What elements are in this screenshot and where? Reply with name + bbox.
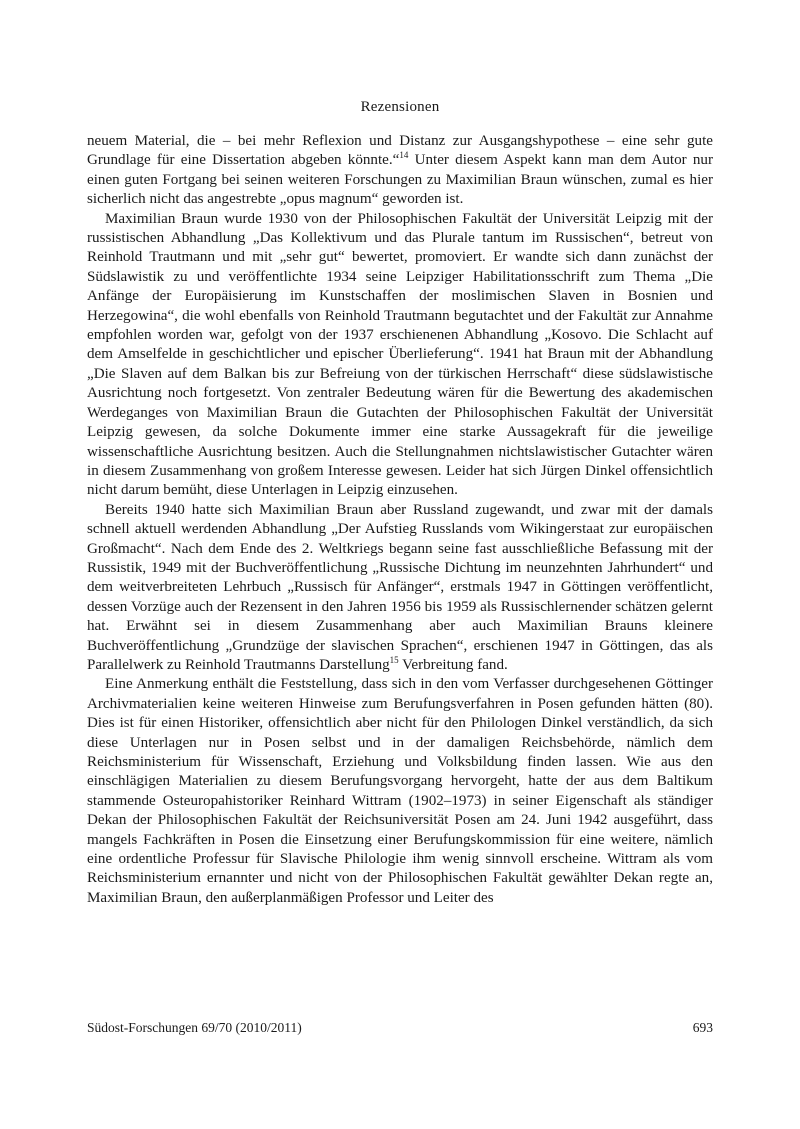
paragraph-3 bbox=[87, 501, 713, 676]
paragraph-2: Maximilian Braun wurde 1930 von der Philosophischen Fakultät der Universität Leipzig mit der russistischen Abhandlung „Das Kollektivum und das Plurale tantum im Russischen“, betreut von Reinhold Trautmann und mit „sehr gut“ bewertet, promoviert. Er wandte sich dann zunächst der Südslawistik zu und veröffentlichte 1934 seine Leipziger Habilitationsschrift zum Thema „Die Anfänge der Europäisierung im Kunstschaffen der moslimischen Slaven in Bosnien und Herzegowina“, die wohl ebenfalls von Reinhold Trautmann begutachtet und der Fakultät zur Annahme empfohlen worden war, gefolgt von der 1937 erschienenen Abhandlung „Kosovo. Die Schlacht auf dem Amselfelde in geschichtlicher und epischer Überlieferung“. 1941 hat Braun mit der Abhandlung „Die Slaven auf dem Balkan bis zur Befreiung von der türkischen Herrschaft“ diese südslawistische Ausrichtung noch fortgesetzt. Von zentraler Bedeutung wären für die Bewertung des akademischen Werdeganges von Maximilian Braun die Gutachten der Philosophischen Fakultät der Universität Leipzig gewesen, da solche Dokumente immer eine starke Aussagekraft für die jeweilige wissenschaftliche Ausrichtung besitzen. Auch die Stellungnahmen nichtslawistischer Gutachter wären in diesem Zusammenhang von großem Interesse gewesen. Leider hat sich Jürgen Dinkel offensichtlich nicht darum bemüht, diese Unterlagen in Leipzig einzusehen. bbox=[87, 210, 713, 499]
article-body bbox=[87, 132, 713, 908]
paragraph-1-text-a: neuem Material, die – bei mehr Reflexion und Distanz zur Ausgangshypothese – eine sehr gute Grundlage für eine Dissertation abgeben könnte.“ bbox=[87, 133, 713, 169]
footnote-ref-15[interactable]: 15 bbox=[389, 654, 399, 665]
journal-citation: Südost-Forschungen 69/70 (2010/2011) bbox=[87, 1020, 302, 1035]
paragraph-3-text-a: Bereits 1940 hatte sich Maximilian Braun aber Russland zugewandt, und zwar mit der damals schnell aktuell werdenden Abhandlung „Der Aufstieg Russlands vom Wikingerstaat zur europäischen Großmacht“. Nach dem Ende des 2. Weltkriegs begann seine fast ausschließliche Befassung mit der Russistik, 1949 mit der Buchveröffentlichung „Russische Dichtung im neunzehnten Jahrhundert“ und dem weitverbreiteten Lehrbuch „Russisch für Anfänger“, erstmals 1947 in Göttingen veröffentlicht, dessen Vorzüge auch der Rezensent in den Jahren 1956 bis 1959 als Russischlernender schätzen gelernt hat. Erwähnt sei in diesem Zusammenhang aber auch Maximilian Brauns kleinere Buchveröffentlichung „Grundzüge der slavischen Sprachen“, erschienen 1947 in Göttingen, das als Parallelwerk zu Reinhold Trautmanns Darstellung bbox=[87, 501, 713, 673]
paragraph-3-text-b: Verbreitung fand. bbox=[398, 656, 508, 673]
running-head: Rezensionen bbox=[360, 99, 440, 115]
footnote-ref-14[interactable]: 14 bbox=[399, 150, 409, 161]
page-footer bbox=[87, 1020, 713, 1036]
paragraph-1-text-b: Unter diesem Aspekt kann man dem Autor nur einen guten Fortgang bei seinen weiteren Forschungen zu Maximilian Braun wünschen, zumal es hier sicherlich nicht das angestrebte „opus magnum“ geworden ist. bbox=[87, 152, 713, 208]
paragraph-4: Eine Anmerkung enthält die Feststellung, dass sich in den vom Verfasser durchgesehenen Göttinger Archivmaterialien keine weiteren Hinweise zum Berufungsverfahren in Posen gefunden hätten (80). Dies ist für einen Historiker, offensichtlich aber nicht für den Philologen Dinkel verständlich, da sich diese Unterlagen nur in Posen selbst und in der damaligen Reichsbehörde, nämlich dem Reichsministerium für Wissenschaft, Erziehung und Volksbildung finden lassen. Wie aus den einschlägigen Materialien zu diesem Berufungsvorgang hervorgeht, hatte der aus dem Baltikum stammende Osteuropahistoriker Reinhard Wittram (1902–1973) in seiner Eigenschaft als ständiger Dekan der Philosophischen Fakultät der Reichsuniversität Posen am 24. Juni 1942 ausgeführt, dass mangels Fachkräften in Posen die Einsetzung einer Berufungskommission für eine weitere, nämlich eine ordentliche Professur für Slavische Philologie ihm wenig sinnvoll erscheine. Wittram als vom Reichsministerium ernannter und nicht von der Philosophischen Fakultät gewählter Dekan regte an, Maximilian Braun, den außerplanmäßigen Professor und Leiter des bbox=[87, 676, 713, 906]
paragraph-1 bbox=[87, 132, 713, 210]
page-number: 693 bbox=[692, 1020, 713, 1035]
